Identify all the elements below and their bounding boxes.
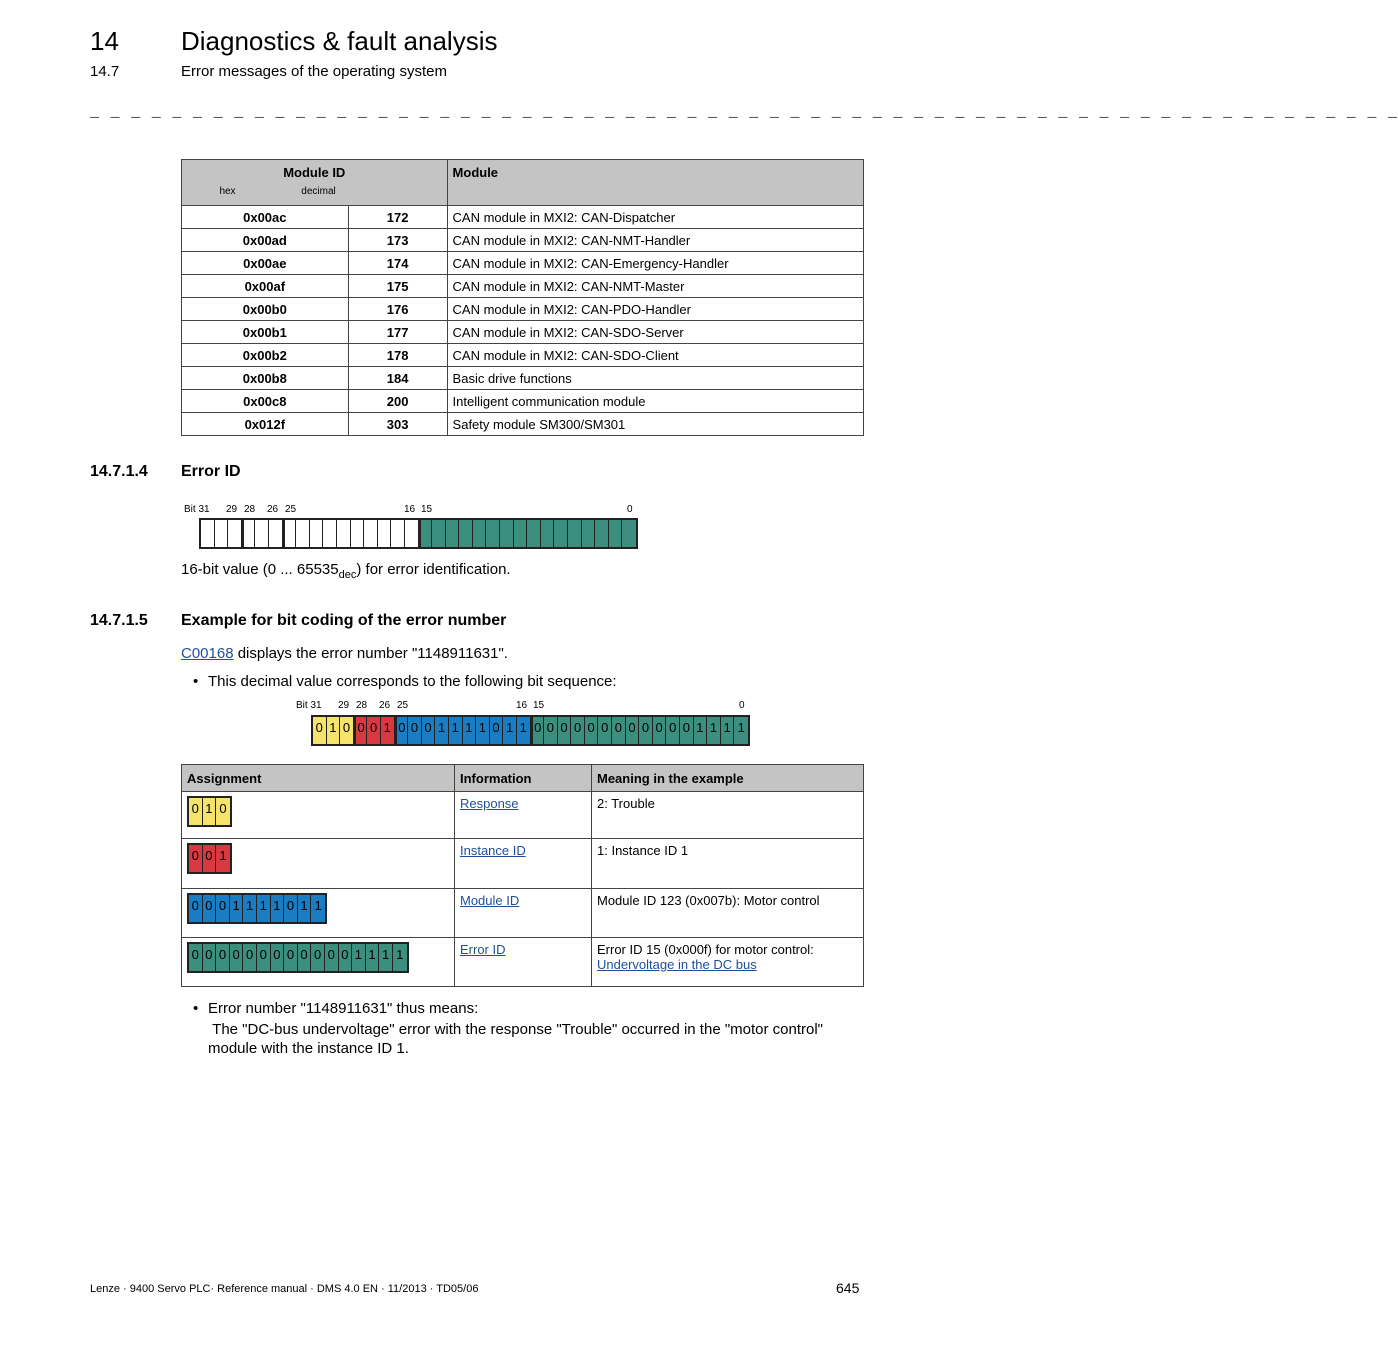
module-name: CAN module in MXI2: CAN-NMT-Master [447,275,863,298]
module-id-label: Module ID [283,165,346,180]
bullet-meaning-line1: Error number "1148911631" thus means: [208,1000,479,1017]
bit-cell: 0 [189,944,203,971]
module-row [182,298,864,321]
module-decimal: 174 [348,252,447,275]
module-name: CAN module in MXI2: CAN-Emergency-Handler [447,252,863,275]
assignment-instance [182,839,455,889]
bullet-bit-sequence: This decimal value corresponds to the following bit sequence: [208,673,617,690]
undervoltage-link[interactable]: Undervoltage in the DC bus [597,957,757,972]
bit-cell: 1 [694,717,708,744]
bit-cell: 0 [558,717,572,744]
module-name: CAN module in MXI2: CAN-PDO-Handler [447,298,863,321]
desc-sub: dec [338,569,357,581]
bit-cell [527,520,541,547]
module-hex: 0x00c8 [182,390,349,413]
bit-cell: 0 [243,944,257,971]
module-row [182,252,864,275]
bit-cell: 0 [311,944,325,971]
bit-cell: 1 [435,717,449,744]
module-id-link[interactable]: Module ID [460,893,520,908]
module-name: CAN module in MXI2: CAN-Dispatcher [447,206,863,229]
bit-cell [514,520,528,547]
module-row [182,367,864,390]
assignment-header: Assignment [182,765,455,792]
bullet-meaning-line2: The "DC-bus undervoltage" error with the response "Trouble" occurred in the "motor control" module with the instance ID 1. [208,1021,828,1057]
bit-cell: 0 [203,944,217,971]
error-id-link[interactable]: Error ID [460,942,506,957]
ex-bit-label-31: Bit 31 [296,700,322,711]
bit-cell: 0 [203,845,217,872]
bit-cell [500,520,514,547]
meaning-instance: 1: Instance ID 1 [592,839,864,889]
bit-cell [391,520,405,547]
bit-cell: 1 [734,717,748,744]
bit-cell [255,520,269,547]
bit-label-31: Bit 31 [184,504,210,515]
bit-cell [622,520,636,547]
error-id-register [199,518,638,549]
module-row [182,275,864,298]
assignment-error [182,938,455,987]
module-name: Basic drive functions [447,367,863,390]
module-header: Module [447,160,863,206]
info-response [455,792,592,839]
module-decimal: 172 [348,206,447,229]
bit-cell: 1 [393,944,407,971]
bit-cell: 0 [216,895,230,922]
bit-cell [554,520,568,547]
bit-cell: 1 [352,944,366,971]
bit-cell: 0 [354,717,368,744]
intro-text: displays the error number "1148911631". [233,645,508,662]
bit-cell: 0 [189,845,203,872]
bit-label-29: 29 [226,504,238,515]
bit-cell: 0 [203,895,217,922]
assignment-table [181,764,864,987]
bit-cell: 0 [284,944,298,971]
instance-id-link[interactable]: Instance ID [460,843,526,858]
ex-bit-label-25: 25 [397,700,409,711]
bit-label-15: 15 [421,504,433,515]
bit-cell [323,520,337,547]
bit-label-16: 16 [404,504,416,515]
bit-cell [242,520,256,547]
heading-number-example: 14.7.1.5 [90,612,148,629]
module-decimal: 184 [348,367,447,390]
module-decimal: 175 [348,275,447,298]
meaning-header: Meaning in the example [592,765,864,792]
module-decimal: 178 [348,344,447,367]
module-id-table [181,159,864,436]
bit-cell: 0 [284,895,298,922]
module-row [182,344,864,367]
module-hex: 0x00ae [182,252,349,275]
bit-cell: 1 [243,895,257,922]
bit-cell: 0 [313,717,327,744]
bit-cell [351,520,365,547]
bit-cell: 0 [257,944,271,971]
ex-bit-label-26: 26 [379,700,391,711]
bit-cell: 1 [463,717,477,744]
module-hex: 0x00b1 [182,321,349,344]
chapter-title: Diagnostics & fault analysis [181,26,498,56]
ex-bit-label-16: 16 [516,700,528,711]
bit-cell: 1 [721,717,735,744]
page-number: 645 [836,1280,860,1296]
bit-cell: 1 [203,798,217,825]
bit-cell: 0 [598,717,612,744]
bit-cell: 0 [325,944,339,971]
bit-cell [595,520,609,547]
bit-label-26: 26 [267,504,279,515]
heading-error-id: Error ID [181,463,241,480]
hex-label: hex [219,186,236,197]
desc-pre: 16-bit value (0 ... 65535 [181,561,339,578]
bullet-dot-2: • [193,1000,199,1017]
bit-cell [310,520,324,547]
bit-cell: 0 [653,717,667,744]
bit-cell: 0 [626,717,640,744]
module-hex: 0x00b2 [182,344,349,367]
module-decimal: 173 [348,229,447,252]
meaning-response: 2: Trouble [592,792,864,839]
bit-cell [568,520,582,547]
module-decimal: 200 [348,390,447,413]
bit-cell: 1 [449,717,463,744]
bit-cell: 1 [517,717,531,744]
bit-cell: 0 [585,717,599,744]
bit-cell [446,520,460,547]
bit-cell: 1 [503,717,517,744]
module-hex: 0x012f [182,413,349,436]
module-row [182,390,864,413]
bit-cell [486,520,500,547]
bit-cell: 0 [408,717,422,744]
chapter-number: 14 [90,26,119,56]
bit-cell: 1 [707,717,721,744]
module-row [182,229,864,252]
bit-cell: 1 [379,944,393,971]
bit-cell: 0 [544,717,558,744]
bit-cell [269,520,283,547]
bit-cell: 0 [531,717,545,744]
meaning-module: Module ID 123 (0x007b): Motor control [592,889,864,938]
information-header: Information [455,765,592,792]
bit-cell: 0 [189,798,203,825]
ex-bit-label-28: 28 [356,700,368,711]
bit-cell [609,520,623,547]
bit-cell: 0 [639,717,653,744]
response-link[interactable]: Response [460,796,519,811]
bullet-dot: • [193,673,199,690]
example-intro [181,645,508,662]
module-id-header [182,160,448,206]
bit-cell: 0 [189,895,203,922]
module-hex: 0x00af [182,275,349,298]
bit-cell [582,520,596,547]
bit-cell: 0 [271,944,285,971]
module-decimal: 177 [348,321,447,344]
assignment-response [182,792,455,839]
info-error [455,938,592,987]
module-name: Intelligent communication module [447,390,863,413]
bit-cell: 0 [680,717,694,744]
module-name: CAN module in MXI2: CAN-SDO-Client [447,344,863,367]
bit-cell [473,520,487,547]
bit-cell: 0 [216,798,230,825]
bit-label-28: 28 [244,504,256,515]
bit-cell: 1 [216,845,230,872]
bit-cell [364,520,378,547]
section-number: 14.7 [90,63,120,80]
module-name: Safety module SM300/SM301 [447,413,863,436]
bit-cell: 0 [490,717,504,744]
assignment-module [182,889,455,938]
info-module [455,889,592,938]
bit-cell: 1 [230,895,244,922]
bit-cell: 0 [571,717,585,744]
module-row [182,206,864,229]
module-hex: 0x00b0 [182,298,349,321]
meaning-error [592,938,864,987]
bit-cell [541,520,555,547]
bit-label-25: 25 [285,504,297,515]
bit-cell: 1 [327,717,341,744]
bit-cell [296,520,310,547]
error-id-description [181,561,511,581]
heading-example: Example for bit coding of the error number [181,612,507,629]
module-hex: 0x00ac [182,206,349,229]
bit-cell [201,520,215,547]
module-decimal: 303 [348,413,447,436]
bit-cell [419,520,433,547]
bit-cell [215,520,229,547]
bit-cell [378,520,392,547]
bit-cell: 0 [340,717,354,744]
module-row [182,321,864,344]
bit-cell: 1 [381,717,395,744]
meaning-error-text: Error ID 15 (0x000f) for motor control: [597,942,814,957]
bit-cell [432,520,446,547]
footer-text: Lenze · 9400 Servo PLC· Reference manual · DMS 4.0 EN · 11/2013 · TD05/06 [90,1283,479,1295]
module-row [182,413,864,436]
desc-post: ) for error identification. [356,561,511,578]
info-instance [455,839,592,889]
section-title: Error messages of the operating system [181,63,447,80]
bit-cell [283,520,297,547]
bit-cell: 1 [476,717,490,744]
module-hex: 0x00ad [182,229,349,252]
ex-bit-label-0: 0 [739,700,745,711]
bit-cell: 1 [298,895,312,922]
bit-cell: 0 [230,944,244,971]
bit-cell: 1 [366,944,380,971]
bit-cell [337,520,351,547]
bit-cell: 0 [612,717,626,744]
bit-label-0: 0 [627,504,633,515]
bit-cell: 0 [666,717,680,744]
example-bit-register [311,715,750,746]
bit-cell: 1 [271,895,285,922]
c00168-link[interactable]: C00168 [181,645,234,662]
module-name: CAN module in MXI2: CAN-SDO-Server [447,321,863,344]
bit-cell [459,520,473,547]
module-hex: 0x00b8 [182,367,349,390]
bit-cell: 1 [311,895,325,922]
bit-cell: 0 [298,944,312,971]
bit-cell: 0 [422,717,436,744]
module-name: CAN module in MXI2: CAN-NMT-Handler [447,229,863,252]
ex-bit-label-15: 15 [533,700,545,711]
bit-cell [228,520,242,547]
ex-bit-label-29: 29 [338,700,350,711]
bit-cell: 0 [395,717,409,744]
module-decimal: 176 [348,298,447,321]
separator-line: _ _ _ _ _ _ _ _ _ _ _ _ _ _ _ _ _ _ _ _ _ _ _ _ _ _ _ _ _ _ _ _ _ _ _ _ _ _ _ _ _ _ _ _ _ _ _ _ _ _ _ _ _ _ _ _ _ _ _ _ _ _ _ _ [90,104,1398,121]
bit-cell [405,520,419,547]
decimal-label: decimal [301,186,336,197]
bit-cell: 0 [216,944,230,971]
bit-cell: 0 [339,944,353,971]
heading-number-error-id: 14.7.1.4 [90,463,148,480]
bit-cell: 0 [367,717,381,744]
bit-cell: 1 [257,895,271,922]
